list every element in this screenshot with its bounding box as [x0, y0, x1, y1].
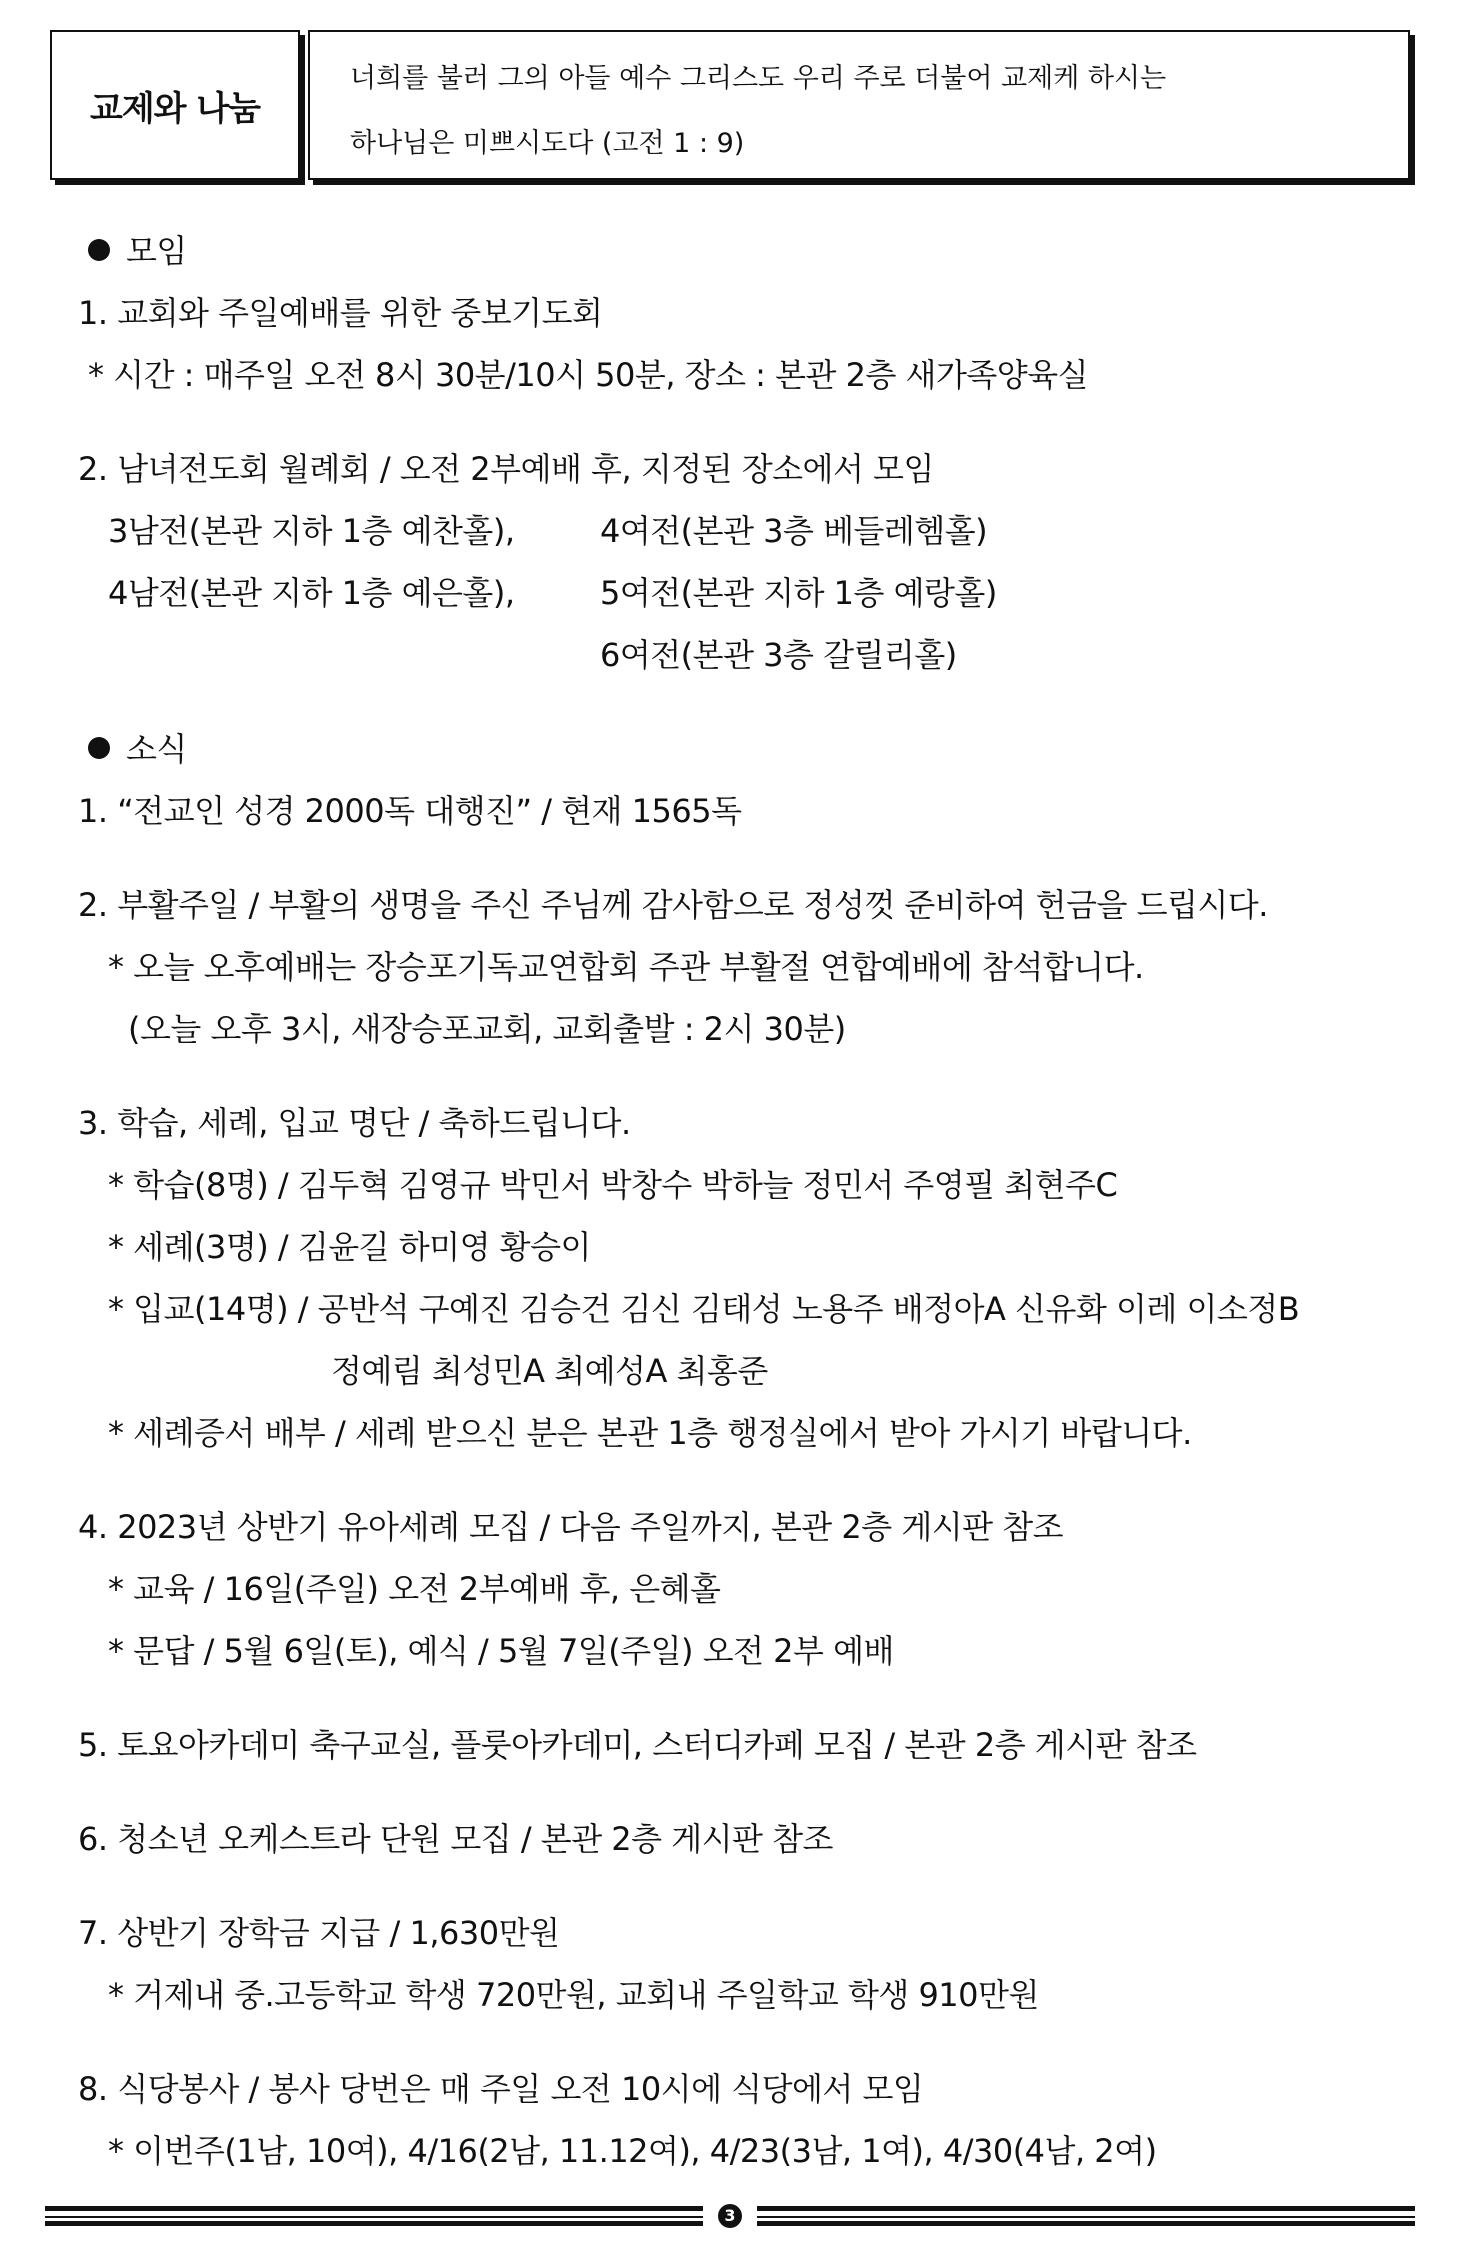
bullet-icon — [88, 239, 110, 261]
section-title: 교제와 나눔 — [89, 88, 261, 129]
news-item-5: 5. 토요아카데미 축구교실, 플룻아카데미, 스터디카페 모집 / 본관 2층 게시판 참조 — [78, 1726, 1197, 1764]
gathering-item-1: 1. 교회와 주일예배를 위한 중보기도회 — [78, 294, 603, 332]
infant-baptism-education: * 교육 / 16일(주일) 오전 2부예배 후, 은혜홀 — [108, 1570, 721, 1608]
learning-list: * 학습(8명) / 김두혁 김영규 박민서 박창수 박하늘 정민서 주영필 최현주C — [108, 1166, 1118, 1204]
infant-baptism-qa: * 문답 / 5월 6일(토), 예식 / 5월 7일(주일) 오전 2부 예배 — [108, 1632, 894, 1670]
gathering-heading-label: 모임 — [126, 232, 187, 270]
baptism-list: * 세례(3명) / 김윤길 하미영 황승이 — [108, 1228, 591, 1266]
scripture-line-2: 하나님은 미쁘시도다 (고전 1 : 9) — [350, 128, 745, 159]
page-number: 3 — [718, 2204, 742, 2228]
page-footer — [45, 2204, 1415, 2228]
bullet-icon — [88, 737, 110, 759]
group-5w: 5여전(본관 지하 1층 예랑홀) — [600, 574, 997, 612]
news-item-2-note: * 오늘 오후예배는 장승포기독교연합회 주관 부활절 연합예배에 참석합니다. — [108, 948, 1144, 986]
footer-rule-left — [45, 2206, 703, 2226]
group-4w: 4여전(본관 3층 베들레헴홀) — [600, 512, 988, 550]
gathering-item-1-detail: * 시간 : 매주일 오전 8시 30분/10시 50분, 장소 : 본관 2층 새가족양육실 — [88, 356, 1089, 394]
gathering-item-2-row — [78, 500, 1400, 562]
page-header — [50, 30, 1410, 180]
bulletin-content — [78, 220, 1400, 2182]
group-6w: 6여전(본관 3층 갈릴리홀) — [600, 636, 957, 674]
kitchen-schedule: * 이번주(1남, 10여), 4/16(2남, 11.12여), 4/23(3남, 1여), 4/30(4남, 2여) — [108, 2132, 1157, 2170]
news-item-6: 6. 청소년 오케스트라 단원 모집 / 본관 2층 게시판 참조 — [78, 1820, 833, 1858]
news-heading — [78, 718, 1400, 780]
news-heading-label: 소식 — [126, 730, 187, 768]
gathering-item-2-row — [78, 624, 1400, 686]
gathering-item-2-row — [78, 562, 1400, 624]
footer-rule-right — [757, 2206, 1415, 2226]
group-4m: 4남전(본관 지하 1층 예은홀), — [108, 574, 515, 612]
gathering-heading — [78, 220, 1400, 282]
news-item-8: 8. 식당봉사 / 봉사 당번은 매 주일 오전 10시에 식당에서 모임 — [78, 2070, 924, 2108]
news-item-2: 2. 부활주일 / 부활의 생명을 주신 주님께 감사함으로 정성껏 준비하여 헌금을 드립시다. — [78, 886, 1268, 924]
confirmation-list: * 입교(14명) / 공반석 구예진 김승건 김신 김태성 노용주 배정아A 신유화 이레 이소정B — [108, 1290, 1300, 1328]
section-title-box — [50, 30, 300, 180]
scripture-box — [308, 30, 1410, 180]
scripture-line-1: 너희를 불러 그의 아들 예수 그리스도 우리 주로 더불어 교제케 하시는 — [350, 63, 1167, 94]
news-item-1: 1. “전교인 성경 2000독 대행진” / 현재 1565독 — [78, 792, 742, 830]
confirmation-list-cont: 정예림 최성민A 최예성A 최홍준 — [331, 1352, 768, 1390]
news-item-7: 7. 상반기 장학금 지급 / 1,630만원 — [78, 1914, 560, 1952]
news-item-4: 4. 2023년 상반기 유아세례 모집 / 다음 주일까지, 본관 2층 게시판 참조 — [78, 1508, 1064, 1546]
certificate-note: * 세례증서 배부 / 세례 받으신 분은 본관 1층 행정실에서 받아 가시기 바랍니다. — [108, 1414, 1192, 1452]
scholarship-detail: * 거제내 중.고등학교 학생 720만원, 교회내 주일학교 학생 910만원 — [108, 1976, 1039, 2014]
news-item-3: 3. 학습, 세례, 입교 명단 / 축하드립니다. — [78, 1104, 631, 1142]
gathering-item-2: 2. 남녀전도회 월례회 / 오전 2부예배 후, 지정된 장소에서 모임 — [78, 450, 934, 488]
news-item-2-note-time: (오늘 오후 3시, 새장승포교회, 교회출발 : 2시 30분) — [128, 1010, 846, 1048]
group-3m: 3남전(본관 지하 1층 예찬홀), — [108, 512, 515, 550]
